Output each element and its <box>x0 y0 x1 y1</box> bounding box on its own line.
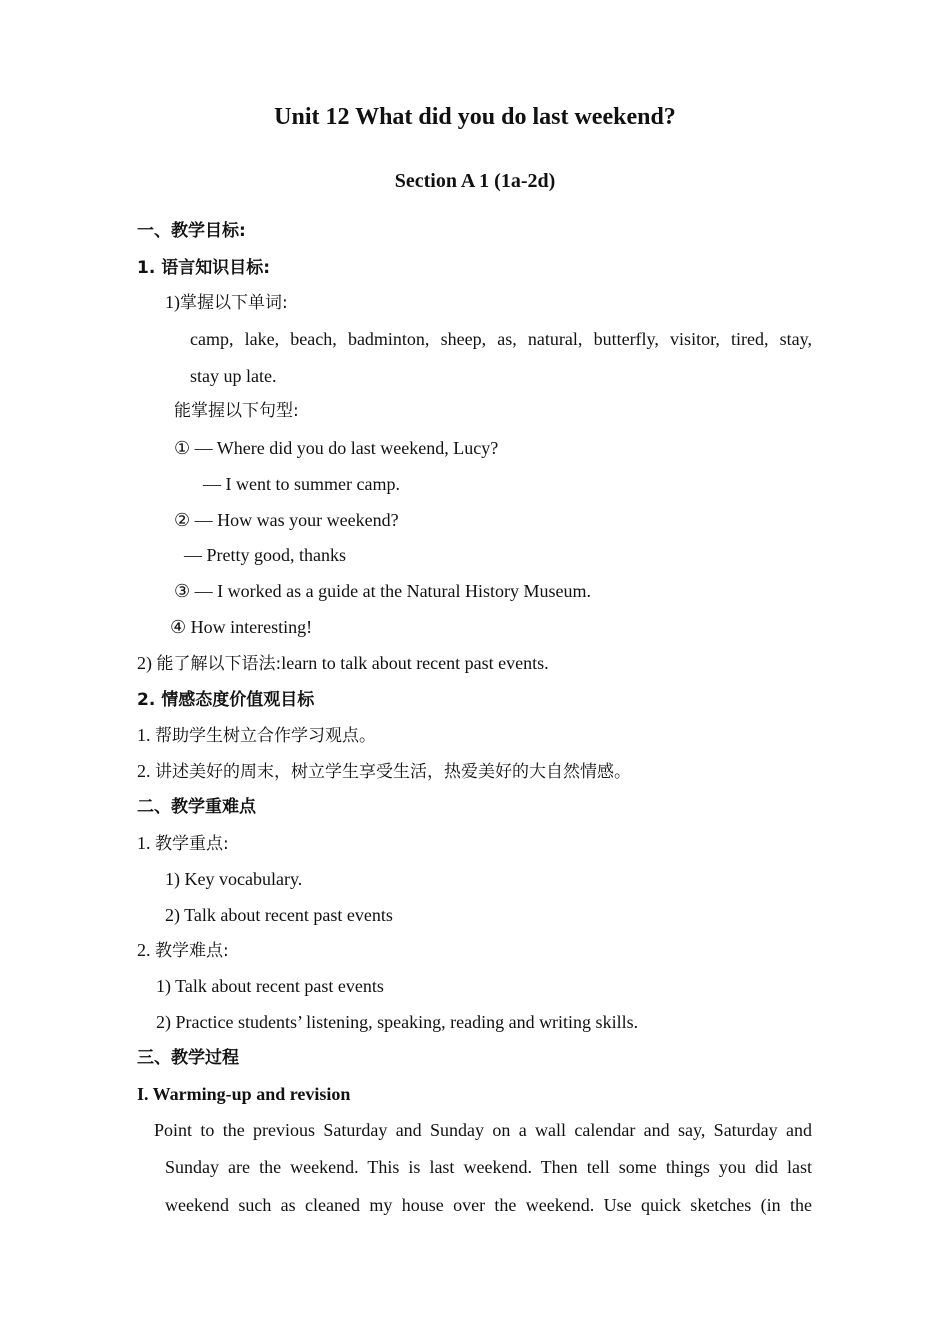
section-subtitle: Section A 1 (1a-2d) <box>394 170 556 192</box>
sentence-2: ② — How was your weekend? <box>174 510 399 530</box>
emotion-goal-2 <box>137 760 631 783</box>
warm-para-line-1: Point to the previous Saturday and Sunday on a wall calendar and say, Saturday and <box>154 1120 812 1140</box>
heading-key-difficult: 二、教学重难点 <box>137 797 256 817</box>
heading-warming-up: I. Warming-up and revision <box>137 1084 351 1104</box>
words-label-num: 1) <box>165 292 180 312</box>
sentence-1: ① — Where did you do last weekend, Lucy? <box>174 438 499 458</box>
difficult-point-2: 2) Practice students’ listening, speaking, reading and writing skills. <box>156 1012 639 1032</box>
key-points-label <box>137 832 229 855</box>
grammar-cn: 能了解以下语法: <box>156 654 282 674</box>
emotion-goal-1 <box>137 724 376 747</box>
difficult-points-text: 教学难点: <box>155 941 229 961</box>
key-points-num: 1. <box>137 833 155 853</box>
heading-teaching-process: 三、教学过程 <box>137 1048 239 1068</box>
warm-para-line-2: Sunday are the weekend. This is last weekend. Then tell some things you did last <box>165 1157 812 1177</box>
vocab-line-2: stay up late. <box>190 366 277 386</box>
emotion-goal-1-num: 1. <box>137 725 155 745</box>
words-label-text: 掌握以下单词: <box>180 293 288 313</box>
sentence-4: ④ How interesting! <box>170 617 313 637</box>
grammar-line <box>137 652 549 675</box>
difficult-points-label <box>137 939 229 962</box>
key-point-1: 1) Key vocabulary. <box>165 869 303 889</box>
grammar-prefix: 2) <box>137 653 157 673</box>
sentences-label: 能掌握以下句型: <box>174 401 299 421</box>
key-points-text: 教学重点: <box>155 834 229 854</box>
vocab-line-1: camp, lake, beach, badminton, sheep, as, natural, butterfly, visitor, tired, stay, <box>190 329 812 349</box>
warm-para-line-3: weekend such as cleaned my house over the weekend. Use quick sketches (in the <box>165 1195 812 1215</box>
heading-language-goals-text: 1. 语言知识目标: <box>137 258 271 278</box>
emotion-goal-2-text: 讲述美好的周末，树立学生享受生活，热爱美好的大自然情感。 <box>155 762 631 782</box>
key-point-2: 2) Talk about recent past events <box>165 905 393 925</box>
sentence-2-reply: — Pretty good, thanks <box>184 545 346 565</box>
heading-language-goals <box>137 256 270 279</box>
document-title: Unit 12 What did you do last weekend? <box>274 104 676 130</box>
difficult-point-1: 1) Talk about recent past events <box>156 976 384 996</box>
sentence-1-reply: — I went to summer camp. <box>203 474 400 494</box>
difficult-points-num: 2. <box>137 940 155 960</box>
emotion-goal-2-num: 2. <box>137 761 155 781</box>
heading-teaching-goals: 一、教学目标: <box>137 221 246 241</box>
heading-emotion-goals-text: 2. 情感态度价值观目标 <box>137 690 315 710</box>
sentence-3: ③ — I worked as a guide at the Natural History Museum. <box>174 581 592 601</box>
words-label <box>165 291 288 314</box>
grammar-en: learn to talk about recent past events. <box>281 653 549 673</box>
heading-emotion-goals <box>137 688 314 711</box>
emotion-goal-1-text: 帮助学生树立合作学习观点。 <box>155 726 376 746</box>
